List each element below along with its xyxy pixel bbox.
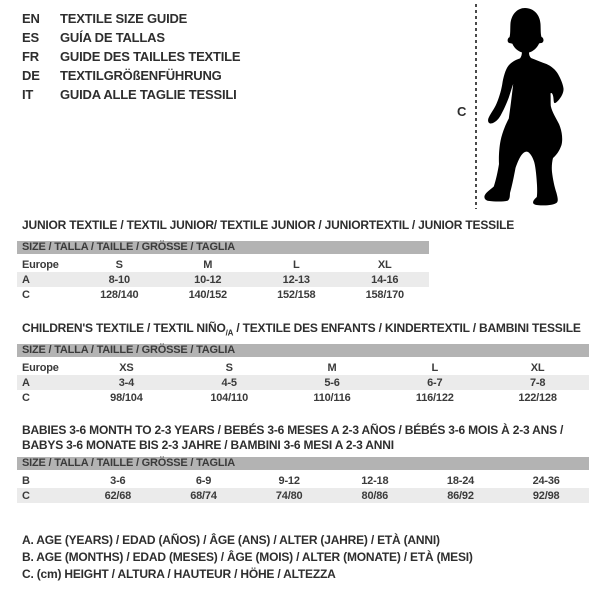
children-title-pre: CHILDREN'S TEXTILE / TEXTIL NIÑO	[22, 321, 226, 335]
table-cell: 92/98	[532, 489, 560, 502]
table-cell: 110/116	[313, 391, 351, 404]
table-cell: 3-6	[110, 474, 126, 487]
table-cell: 3-4	[118, 376, 135, 389]
height-measure-label: C	[457, 104, 467, 119]
children-size-header: SIZE / TALLA / TAILLE / GRÖSSE / TAGLIA	[17, 344, 589, 357]
table-cell: 62/68	[104, 489, 132, 502]
table-row	[17, 272, 429, 287]
table-cell: 9-12	[278, 474, 300, 487]
lang-code: DE	[22, 68, 40, 83]
table-row	[17, 360, 589, 375]
row-label: C	[22, 288, 30, 301]
row-label: Europe	[22, 258, 59, 271]
table-cell: 152/158	[277, 288, 316, 301]
table-cell: 10-12	[194, 273, 222, 286]
lang-label: TEXTILE SIZE GUIDE	[60, 11, 188, 26]
babies-size-header: SIZE / TALLA / TAILLE / GRÖSSE / TAGLIA	[17, 457, 589, 470]
junior-size-header: SIZE / TALLA / TAILLE / GRÖSSE / TAGLIA	[17, 241, 429, 254]
table-cell: XL	[377, 258, 392, 271]
junior-table	[17, 241, 429, 302]
lang-row-de	[22, 66, 240, 85]
table-cell: 98/104	[110, 391, 143, 404]
legend-line-c: C. (cm) HEIGHT / ALTURA / HAUTEUR / HÖHE / ALTEZZA	[22, 567, 336, 581]
table-cell: 158/170	[365, 288, 404, 301]
table-row	[17, 488, 589, 503]
lang-code: EN	[22, 11, 40, 26]
table-cell: 5-6	[324, 376, 340, 389]
children-title-subscript: /A	[225, 328, 234, 338]
babies-title-line1: BABIES 3-6 MONTH TO 2-3 YEARS / BEBÉS 3-6 MESES A 2-3 AÑOS / BÉBÉS 3-6 MOIS À 2-3 ANS /	[22, 423, 564, 437]
row-label: B	[22, 474, 30, 487]
babies-title-line2: BABYS 3-6 MONATE BIS 2-3 JAHRE / BAMBINI 3-6 MESI A 2-3 ANNI	[22, 438, 394, 452]
row-label: C	[22, 391, 30, 404]
table-cell: 128/140	[100, 288, 139, 301]
table-cell: M	[327, 361, 337, 374]
legend-line-b: B. AGE (MONTHS) / EDAD (MESES) / ÂGE (MOIS) / ALTER (MONATE) / ETÀ (MESI)	[22, 550, 473, 564]
lang-label: GUIDA ALLE TAGLIE TESSILI	[60, 87, 237, 102]
table-cell: 8-10	[108, 273, 130, 286]
children-title-post: / TEXTILE DES ENFANTS / KINDERTEXTIL / BAMBINI TESSILE	[233, 321, 581, 335]
table-cell: 104/110	[210, 391, 249, 404]
table-cell: 80/86	[361, 489, 389, 502]
table-row	[17, 473, 589, 488]
lang-row-es	[22, 28, 240, 47]
lang-row-en	[22, 9, 240, 28]
table-row	[17, 287, 429, 302]
table-cell: 18-24	[446, 474, 475, 487]
row-label: C	[22, 489, 30, 502]
table-cell: 68/74	[190, 489, 217, 502]
table-cell: XS	[119, 361, 134, 374]
lang-code: IT	[22, 87, 34, 102]
table-cell: 116/122	[415, 391, 454, 404]
table-cell: 122/128	[518, 391, 557, 404]
measurement-legend	[22, 532, 473, 583]
lang-code: FR	[22, 49, 39, 64]
table-cell: L	[292, 258, 300, 271]
lang-label: GUÍA DE TALLAS	[60, 30, 165, 45]
table-cell: S	[225, 361, 233, 374]
row-label: A	[22, 273, 30, 286]
table-row	[17, 375, 589, 390]
lang-row-it	[22, 85, 240, 104]
table-cell: 12-18	[361, 474, 389, 487]
babies-section-title	[22, 423, 563, 453]
lang-row-fr	[22, 47, 240, 66]
table-cell: 140/152	[188, 288, 227, 301]
lang-code: ES	[22, 30, 39, 45]
babies-table	[17, 457, 589, 503]
row-label: A	[22, 376, 30, 389]
table-cell: 6-9	[195, 474, 212, 487]
table-cell: 7-8	[529, 376, 546, 389]
table-cell: 14-16	[371, 273, 399, 286]
table-cell: 12-13	[282, 273, 310, 286]
language-list	[22, 9, 240, 104]
table-cell: S	[115, 258, 123, 271]
table-cell: 6-7	[427, 376, 443, 389]
lang-label: TEXTILGRÖßENFÜHRUNG	[60, 68, 222, 83]
lang-label: GUIDE DES TAILLES TEXTILE	[60, 49, 241, 64]
table-row	[17, 257, 429, 272]
children-section-title	[22, 321, 581, 337]
table-cell: M	[203, 258, 213, 271]
height-measure-dashed-line	[475, 4, 477, 209]
children-table	[17, 344, 589, 405]
table-cell: 24-36	[532, 474, 560, 487]
row-label: Europe	[22, 361, 59, 374]
table-row	[17, 390, 589, 405]
junior-section-title: JUNIOR TEXTILE / TEXTIL JUNIOR/ TEXTILE JUNIOR / JUNIORTEXTIL / JUNIOR TESSILE	[22, 218, 515, 232]
table-cell: 86/92	[447, 489, 474, 502]
table-cell: XL	[530, 361, 545, 374]
baby-silhouette-image	[480, 0, 600, 215]
table-cell: 74/80	[275, 489, 303, 502]
legend-line-a: A. AGE (YEARS) / EDAD (AÑOS) / ÂGE (ANS) / ALTER (JAHRE) / ETÀ (ANNI)	[22, 533, 440, 547]
table-cell: 4-5	[221, 376, 237, 389]
table-cell: L	[431, 361, 439, 374]
